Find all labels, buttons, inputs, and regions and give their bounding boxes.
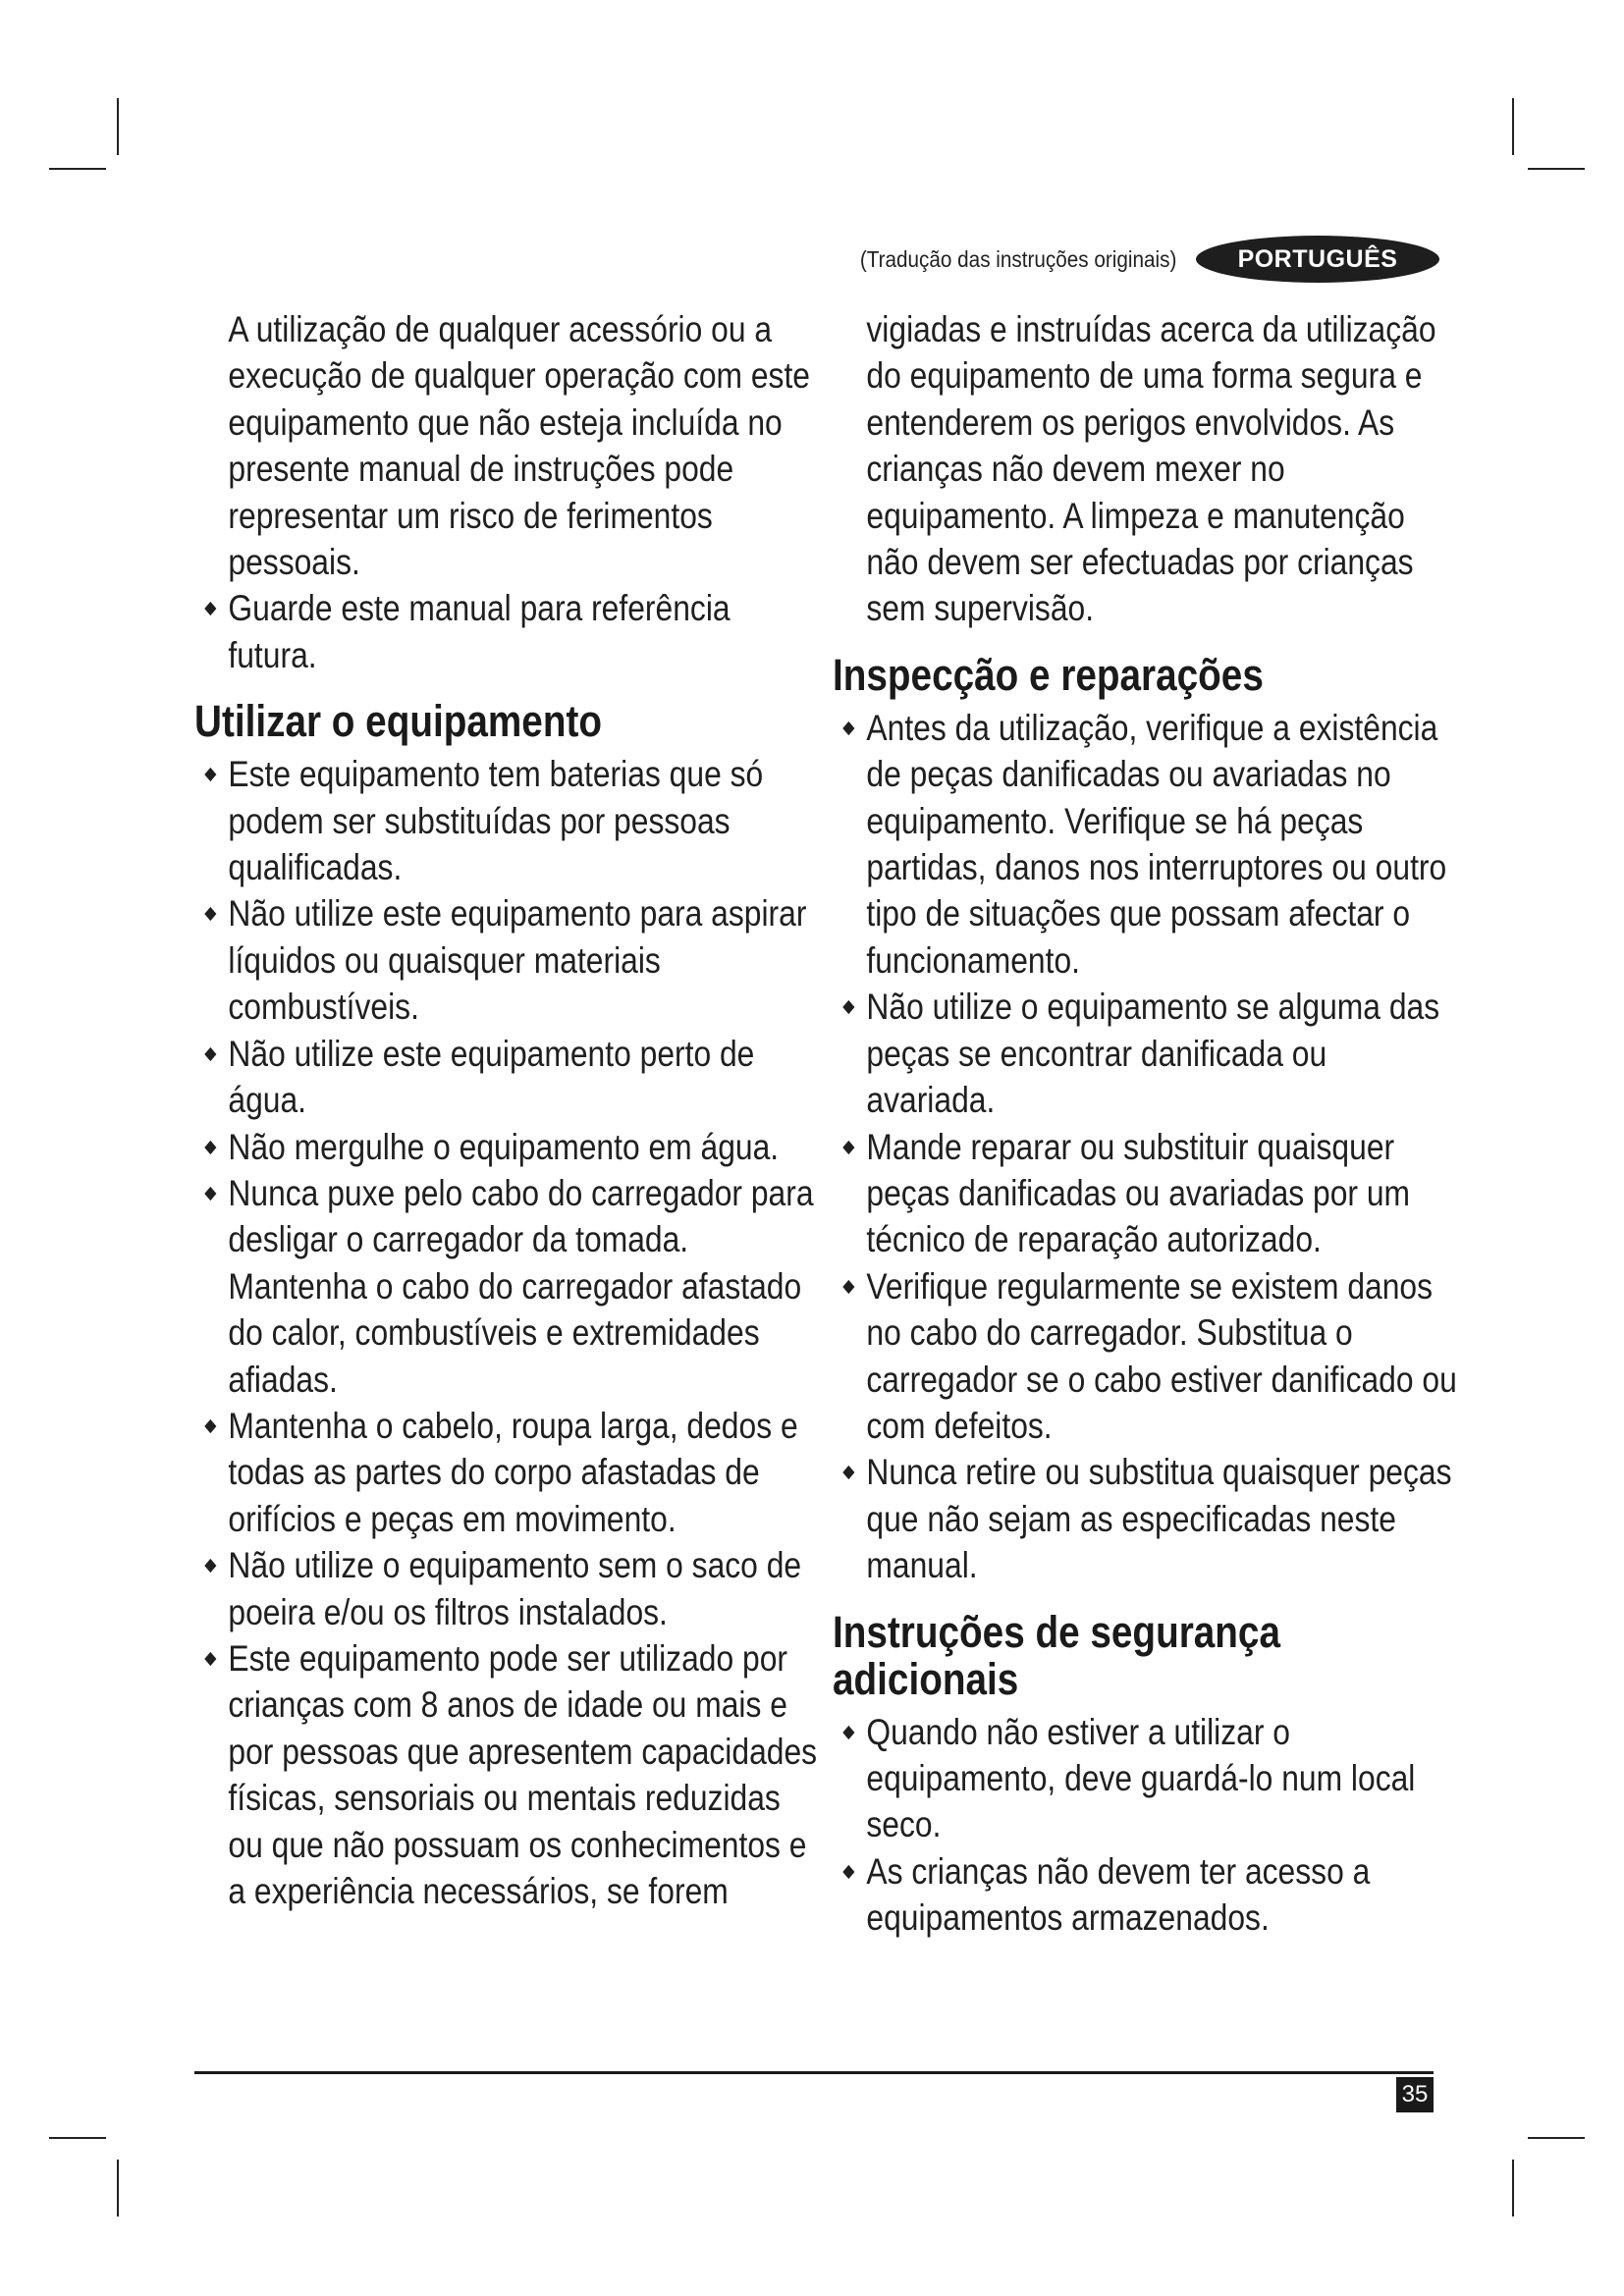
section-heading-inspeccao: Inspecção e reparações (833, 649, 1264, 700)
list-item (194, 751, 821, 890)
list-item-text: Antes da utilização, verifique a existência de peças danificadas ou avariadas no equipamento. Verifique se há peças partidas, danos nos interruptores ou outro tipo de situações que possam afectar o funcionamento. (866, 707, 1447, 981)
crop-mark (1512, 98, 1514, 155)
list-item (194, 1031, 821, 1124)
list-item (194, 1542, 821, 1635)
list-item (194, 890, 821, 1030)
section-heading-utilizar: Utilizar o equipamento (194, 696, 602, 747)
crop-mark (1528, 168, 1585, 170)
list-item-text: Este equipamento pode ser utilizado por crianças com 8 anos de idade ou mais e por pessoas que apresentem capacidades físicas, sensoriais ou mentais reduzidas ou que não possuam os conhecimentos e a experiência necessários, se forem (228, 1637, 818, 1911)
language-badge: PORTUGUÊS (1196, 236, 1439, 283)
left-column (194, 306, 823, 1914)
right-column (833, 306, 1461, 1942)
list-item-text: Guarde este manual para referência futura. (228, 588, 731, 675)
intro-paragraph: A utilização de qualquer acessório ou a execução de qualquer operação com este equipamento que não esteja incluída no presente manual de instruções pode representar um risco de ferimentos pessoais. (228, 309, 811, 583)
crop-mark (1528, 2137, 1585, 2139)
diamond-bullet-icon (204, 907, 216, 921)
diamond-bullet-icon (204, 1140, 216, 1153)
diamond-bullet-icon (204, 1559, 216, 1573)
list-item-text: Nunca puxe pelo cabo do carregador para desligar o carregador da tomada. Mantenha o cabo do carregador afastado do calor, combustíveis e extremidades afiadas. (228, 1172, 814, 1400)
list-item-text: Este equipamento tem baterias que só podem ser substituídas por pessoas qualificadas. (228, 754, 764, 888)
diamond-bullet-icon (842, 1725, 854, 1738)
crop-mark (49, 2137, 106, 2139)
list-item (833, 1449, 1459, 1588)
page-header (825, 234, 1439, 285)
diamond-bullet-icon (842, 1466, 854, 1479)
page-number: 35 (1396, 2077, 1434, 2112)
diamond-bullet-icon (204, 1652, 216, 1666)
diamond-bullet-icon (842, 1865, 854, 1879)
list-item-text: Não utilize o equipamento sem o saco de poeira e/ou os filtros instalados. (228, 1545, 802, 1632)
diamond-bullet-icon (204, 1047, 216, 1061)
list-item (833, 1124, 1459, 1263)
list-item-text: Não utilize este equipamento para aspirar líquidos ou quaisquer materiais combustíveis. (228, 893, 807, 1028)
list-item (194, 1170, 821, 1403)
diamond-bullet-icon (842, 1000, 854, 1014)
list-item (194, 1635, 821, 1914)
diamond-bullet-icon (204, 602, 216, 615)
crop-mark (49, 168, 106, 170)
translation-note: (Tradução das instruções originais) (859, 245, 1176, 272)
diamond-bullet-icon (842, 721, 854, 735)
list-item-text: Mande reparar ou substituir quaisquer peças danificadas ou avariadas por um técnico de reparação autorizado. (866, 1126, 1411, 1260)
diamond-bullet-icon (842, 1280, 854, 1294)
list-item (833, 705, 1459, 984)
continuation-paragraph: vigiadas e instruídas acerca da utilização do equipamento de uma forma segura e entenderem os perigos envolvidos. As crianças não devem mexer no equipamento. A limpeza e manutenção não devem ser efectuadas por crianças sem supervisão. (866, 309, 1436, 629)
diamond-bullet-icon (204, 1187, 216, 1201)
diamond-bullet-icon (204, 768, 216, 781)
diamond-bullet-icon (204, 1419, 216, 1433)
list-item-text: Quando não estiver a utilizar o equipamento, deve guardá-lo num local seco. (866, 1711, 1416, 1845)
list-item (833, 1263, 1459, 1450)
list-item (194, 585, 821, 678)
list-item-text: Não utilize este equipamento perto de água. (228, 1033, 755, 1121)
list-item-text: Não mergulhe o equipamento em água. (228, 1126, 780, 1167)
crop-mark (117, 2160, 119, 2216)
list-item-text: Não utilize o equipamento se alguma das peças se encontrar danificada ou avariada. (866, 987, 1440, 1121)
crop-mark (117, 98, 119, 155)
section-heading-seguranca: Instruções de segurança adicionais (833, 1606, 1280, 1704)
list-item (833, 1848, 1459, 1942)
crop-mark (1512, 2160, 1514, 2216)
list-item-text: As crianças não devem ter acesso a equipamentos armazenados. (866, 1850, 1371, 1939)
list-item (194, 1124, 821, 1170)
list-item (833, 1709, 1459, 1848)
diamond-bullet-icon (842, 1140, 854, 1153)
list-item-text: Mantenha o cabelo, roupa larga, dedos e todas as partes do corpo afastadas de orifícios e peças em movimento. (228, 1405, 798, 1539)
list-item-text: Verifique regularmente se existem danos no cabo do carregador. Substitua o carregador se o cabo estiver danificado ou com defeitos. (866, 1265, 1457, 1446)
list-item (833, 984, 1459, 1123)
list-item (194, 1403, 821, 1542)
list-item-text: Nunca retire ou substitua quaisquer peças que não sejam as especificadas neste manual. (866, 1452, 1452, 1586)
footer-rule (194, 2071, 1434, 2074)
